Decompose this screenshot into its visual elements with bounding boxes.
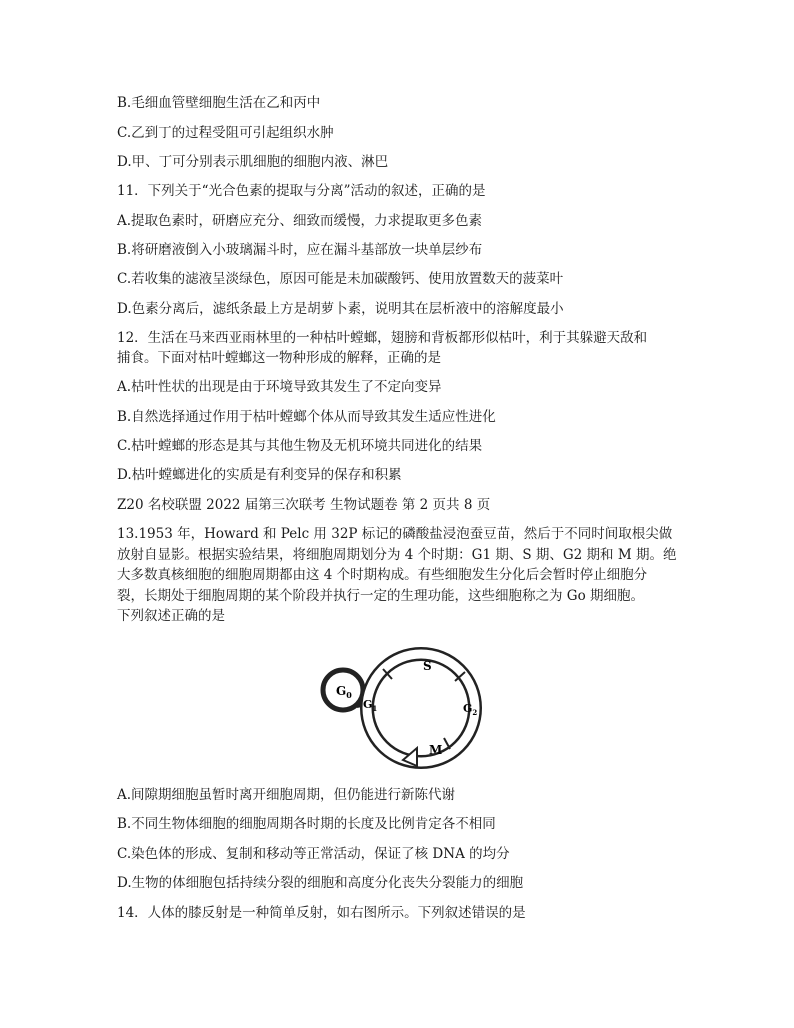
question-13-stem-line1: 13.1953 年，Howard 和 Pelc 用 32P 标记的磷酸盐浸泡蚕豆苗，然后于不同时间取根尖做 (117, 526, 673, 542)
label-g0: $G_0$ (336, 684, 352, 700)
option-10-d: D.甲、丁可分别表示肌细胞的细胞内液、淋巴 (117, 154, 389, 170)
label-g1: $G_1$ (363, 698, 378, 713)
option-12-d: D.枯叶螳螂进化的实质是有利变异的保存和积累 (117, 467, 402, 483)
question-13-stem-line5: 下列叙述正确的是 (117, 608, 225, 624)
option-13-d: D.生物的体细胞包括持续分裂的细胞和高度分化丧失分裂能力的细胞 (117, 875, 524, 891)
question-13-stem-line2: 放射自显影。根据实验结果，将细胞周期划分为 4 个时期：G1 期、S 期、G2 期和 M 期。绝 (117, 547, 677, 563)
label-s: S (423, 659, 432, 673)
page-footer: Z20 名校联盟 2022 届第三次联考 生物试题卷 第 2 页共 8 页 (117, 497, 491, 513)
option-12-a: A.枯叶性状的出现是由于环境导致其发生了不定向变异 (117, 379, 442, 395)
question-13-stem-line3: 大多数真核细胞的细胞周期都由这 4 个时期构成。有些细胞发生分化后会暂时停止细胞分 (117, 567, 648, 583)
question-12-stem-line1: 12．生活在马来西亚雨林里的一种枯叶螳螂，翅膀和背板都形似枯叶，利于其躲避天敌和 (117, 330, 648, 346)
cell-cycle-diagram (305, 634, 495, 774)
option-10-c: C.乙到丁的过程受阻可引起组织水肿 (117, 125, 334, 141)
option-11-c: C.若收集的滤液呈淡绿色，原因可能是未加碳酸钙、使用放置数天的菠菜叶 (117, 271, 564, 287)
question-13-stem-line4: 裂，长期处于细胞周期的某个阶段并执行一定的生理功能，这些细胞称之为 Go 期细胞。 (117, 588, 644, 604)
option-11-a: A.提取色素时，研磨应充分、细致而缓慢，力求提取更多色素 (117, 213, 483, 229)
option-13-a: A.间隙期细胞虽暂时离开细胞周期，但仍能进行新陈代谢 (117, 787, 456, 803)
question-12-stem-line2: 捕食。下面对枯叶螳螂这一物种形成的解释，正确的是 (117, 350, 441, 366)
label-m: M (429, 743, 443, 757)
option-11-b: B.将研磨液倒入小玻璃漏斗时，应在漏斗基部放一块单层纱布 (117, 242, 483, 258)
label-g2: $G_2$ (463, 702, 478, 717)
option-12-b: B.自然选择通过作用于枯叶螳螂个体从而导致其发生适应性进化 (117, 409, 496, 425)
option-12-c: C.枯叶螳螂的形态是其与其他生物及无机环境共同进化的结果 (117, 438, 483, 454)
option-13-c: C.染色体的形成、复制和移动等正常活动，保证了核 DNA 的均分 (117, 846, 510, 862)
option-10-b: B.毛细血管壁细胞生活在乙和丙中 (117, 95, 321, 111)
question-14-stem: 14．人体的膝反射是一种简单反射，如右图所示。下列叙述错误的是 (117, 905, 526, 921)
option-13-b: B.不同生物体细胞的细胞周期各时期的长度及比例肯定各不相同 (117, 816, 496, 832)
option-11-d: D.色素分离后，滤纸条最上方是胡萝卜素，说明其在层析液中的溶解度最小 (117, 301, 564, 317)
question-11-stem: 11．下列关于“光合色素的提取与分离”活动的叙述，正确的是 (117, 183, 486, 199)
